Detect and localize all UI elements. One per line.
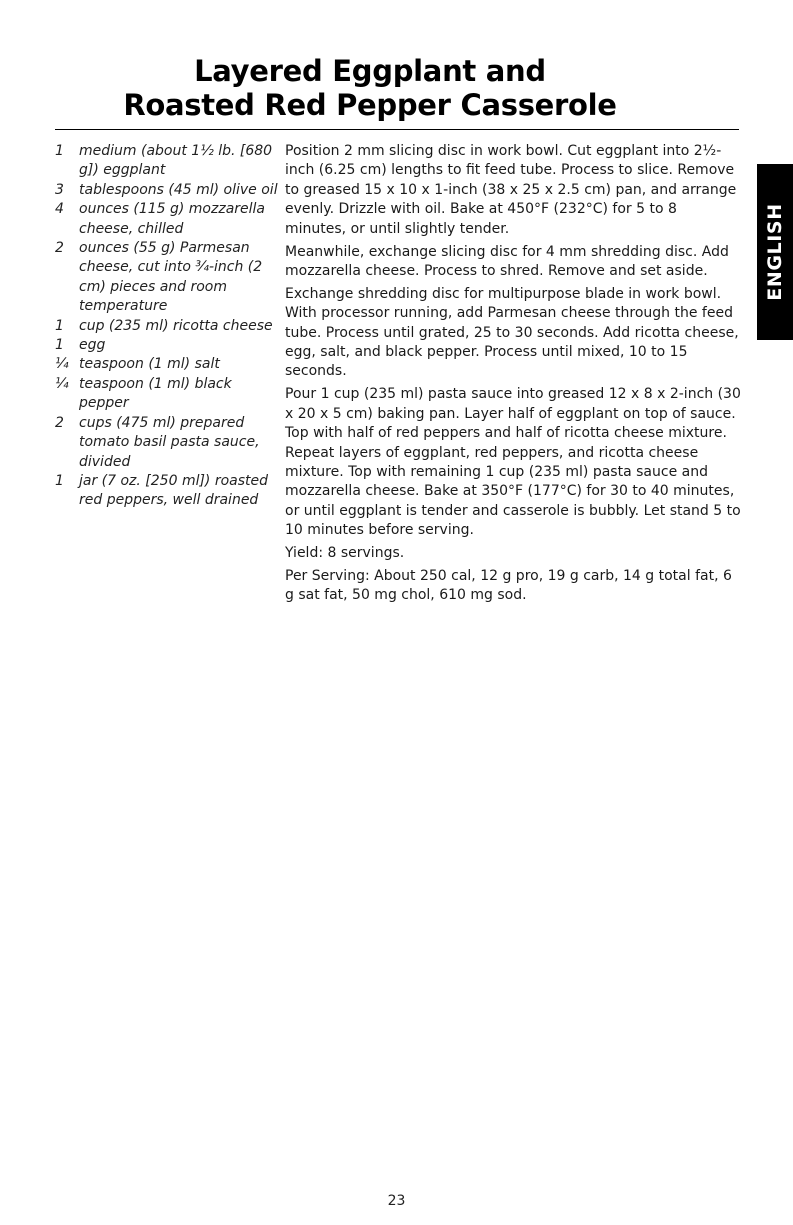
ingredient-item [54, 414, 274, 472]
ingredient-description: jar (7 oz. [250 ml]) roasted red peppers, well drained [79, 472, 269, 509]
ingredient-quantity: 2 [55, 414, 64, 431]
yield-text: Yield: 8 servings. [285, 545, 405, 562]
instruction-step: Pour 1 cup (235 ml) pasta sauce into greased 12 x 8 x 2-inch (30 x 20 x 5 cm) baking pan. Layer half of eggplant on top of sauce. Top with half of red peppers and half of ricotta cheese mixture. Repeat layers of eggplant, red peppers, and ricotta cheese mixture. Top with remaining 1 cup (235 ml) pasta sauce and mozzarella cheese. Bake at 350°F (177°C) for 30 to 40 minutes, or until eggplant is tender and casserole is bubbly. Let stand 5 to 10 minutes before serving. [285, 386, 741, 539]
recipe-title-line-1: Layered Eggplant and [194, 54, 546, 88]
page-number: 23 [387, 1193, 406, 1209]
ingredient-item [54, 375, 274, 414]
ingredient-item [54, 200, 274, 239]
ingredient-quantity: 2 [55, 240, 64, 257]
ingredient-item [54, 142, 274, 181]
language-tab-label: ENGLISH [764, 203, 786, 301]
ingredient-item [54, 472, 274, 511]
ingredient-description: ounces (115 g) mozzarella cheese, chilled [79, 201, 266, 237]
ingredient-quantity: 1 [55, 472, 64, 489]
ingredient-item [54, 181, 278, 200]
nutrition-text: Per Serving: About 250 cal, 12 g pro, 19 g carb, 14 g total fat, 6 g sat fat, 50 mg chol, 610 mg sod. [285, 568, 732, 604]
title-divider [55, 129, 739, 130]
ingredient-description: medium (about 1½ lb. [680 g]) eggplant [79, 143, 273, 179]
ingredient-quantity: ¼ [55, 356, 69, 373]
ingredient-quantity: ¼ [55, 375, 69, 392]
ingredient-quantity: 3 [55, 181, 64, 198]
ingredient-description: tablespoons (45 ml) olive oil [79, 181, 278, 198]
language-tab [757, 164, 793, 340]
ingredient-item [54, 336, 274, 355]
ingredient-quantity: 1 [55, 143, 64, 159]
instructions [285, 142, 742, 609]
ingredient-description: ounces (55 g) Parmesan cheese, cut into ¾-inch (2 cm) pieces and room temperature [79, 240, 263, 315]
ingredient-quantity: 1 [55, 337, 64, 354]
ingredient-item [54, 355, 274, 374]
recipe-title-line-2: Roasted Red Pepper Casserole [123, 88, 617, 122]
ingredient-description: egg [79, 337, 106, 354]
instruction-step: Meanwhile, exchange slicing disc for 4 mm shredding disc. Add mozzarella cheese. Process to shred. Remove and set aside. [285, 243, 729, 279]
instruction-step: Position 2 mm slicing disc in work bowl. Cut eggplant into 2½-inch (6.25 cm) lengths to fit feed tube. Process to slice. Remove to greased 15 x 10 x 1-inch (38 x 25 x 2.5 cm) pan, and arrange evenly. Drizzle with oil. Bake at 450°F (232°C) for 5 to 8 minutes, or until slightly tender. [285, 143, 737, 237]
instruction-step: Exchange shredding disc for multipurpose blade in work bowl. With processor running, add Parmesan cheese through the feed tube. Process until grated, 25 to 30 seconds. Add ricotta cheese, egg, salt, and black pepper. Process until mixed, 10 to 15 seconds. [285, 285, 739, 380]
ingredient-quantity: 4 [55, 201, 64, 218]
ingredient-description: teaspoon (1 ml) black pepper [79, 375, 232, 412]
ingredient-list [54, 142, 278, 511]
recipe-title [0, 54, 740, 122]
ingredient-item [54, 239, 274, 317]
ingredient-description: teaspoon (1 ml) salt [79, 356, 220, 373]
ingredient-description: cups (475 ml) prepared tomato basil pasta sauce, divided [79, 414, 260, 470]
ingredient-description: cup (235 ml) ricotta cheese [79, 317, 273, 334]
ingredient-quantity: 1 [55, 317, 64, 334]
ingredient-item [54, 317, 274, 336]
